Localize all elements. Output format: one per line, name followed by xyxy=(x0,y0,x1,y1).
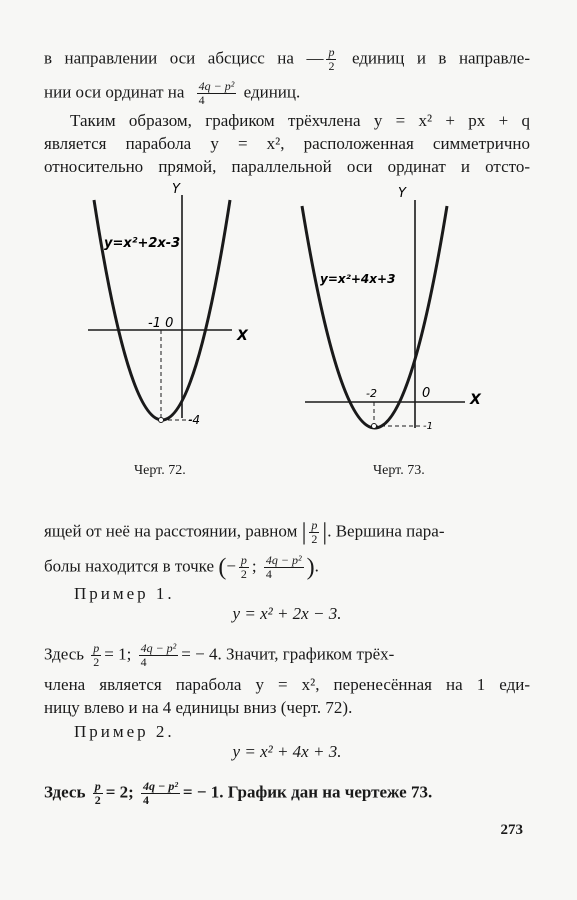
x-axis-label: X xyxy=(237,328,248,344)
tick-origin: -1 0 xyxy=(148,316,174,331)
page-number: 273 xyxy=(500,822,523,838)
figure-72 xyxy=(88,182,249,427)
text-line-11 xyxy=(44,780,530,807)
formula-72: y=x²+2x-3 xyxy=(104,236,181,251)
text: = 2; xyxy=(105,782,134,802)
fraction: $\frac{\text{4q − p²}}{4}$ xyxy=(140,641,177,669)
text-line-10: ницу влево и на 4 единицы вниз (черт. 72). xyxy=(44,698,353,717)
x-axis-label: X xyxy=(470,392,481,408)
fraction: $\frac{\text{4q − p²}}{4}$ xyxy=(198,79,235,107)
text-line-5: относительно прямой, параллельной оси ординат и отсто- xyxy=(44,157,530,176)
fraction: $\frac{\text{4q − p²}}{4}$ xyxy=(143,779,178,807)
fraction: $\frac{p}{2}$ xyxy=(311,518,318,546)
figures xyxy=(0,178,577,498)
text-line-2 xyxy=(44,80,530,107)
fraction: $\frac{\text{4q − p²}}{4}$ xyxy=(265,553,302,581)
example-2-title: Пример 2. xyxy=(74,722,175,741)
text: Здесь xyxy=(44,644,85,664)
y-axis-label: Y xyxy=(172,182,180,197)
text: . Вершина пара- xyxy=(327,521,445,541)
text-line-4: является парабола y = x², расположенная симметрично xyxy=(44,134,530,153)
text: нии оси ординат на xyxy=(44,82,185,102)
text: ящей от неё на расстоянии, равном xyxy=(44,521,298,541)
fraction: $\frac{p}{2}$ xyxy=(93,641,100,669)
fraction: $\frac{p}{2}$ xyxy=(328,45,335,73)
text: единиц и в направле- xyxy=(351,48,530,68)
parabola-72 xyxy=(94,200,230,420)
text-line-9: члена является парабола y = x², перенесённая на 1 еди- xyxy=(44,675,530,694)
text: в направлении оси абсцисс на xyxy=(44,48,294,68)
text: = − 4. Значит, графиком трёх- xyxy=(181,644,395,664)
vertex-point xyxy=(372,424,377,429)
example-2-formula: y = x² + 4x + 3. xyxy=(232,742,342,761)
vertex-point xyxy=(159,418,164,423)
text-line-1: в направлении оси абсцисс на — $\frac{p}{2}$ единиц и в направле- xyxy=(44,45,530,73)
example-1-formula: y = x² + 2x − 3. xyxy=(232,604,342,623)
formula-73: y=x²+4x+3 xyxy=(320,272,396,286)
text: = 1; xyxy=(104,644,132,664)
tick-min: -4 xyxy=(188,413,200,427)
text: Здесь xyxy=(44,782,86,802)
text-line-8 xyxy=(44,642,530,669)
fraction: $\frac{p}{2}$ xyxy=(94,779,101,807)
figure-73 xyxy=(302,186,482,432)
tick-min: -1 xyxy=(423,421,433,432)
y-axis-label: Y xyxy=(398,186,406,201)
text-line-3: Таким образом, графиком трёхчлена y = x² + px + q xyxy=(70,111,530,130)
caption-72: Черт. 72. xyxy=(134,463,186,478)
text-line-6: ящей от неё на расстоянии, равном | $\frac{p}{2}$ |. Вершина пара- xyxy=(44,518,445,546)
fraction: $\frac{p}{2}$ xyxy=(240,553,247,581)
text: единиц. xyxy=(243,82,301,102)
tick-vertex-x: -2 xyxy=(366,387,377,400)
example-1-title: Пример 1. xyxy=(74,584,175,603)
tick-zero: 0 xyxy=(422,386,431,401)
text: болы находится в точке xyxy=(44,556,215,576)
caption-73: Черт. 73. xyxy=(373,463,425,478)
text-line-7: болы находится в точке (− $\frac{p}{2}$ ; $\frac{\text{4q − p²}}{4}$ ). xyxy=(44,553,319,581)
text: = − 1. График дан на чертеже 73. xyxy=(182,782,433,802)
